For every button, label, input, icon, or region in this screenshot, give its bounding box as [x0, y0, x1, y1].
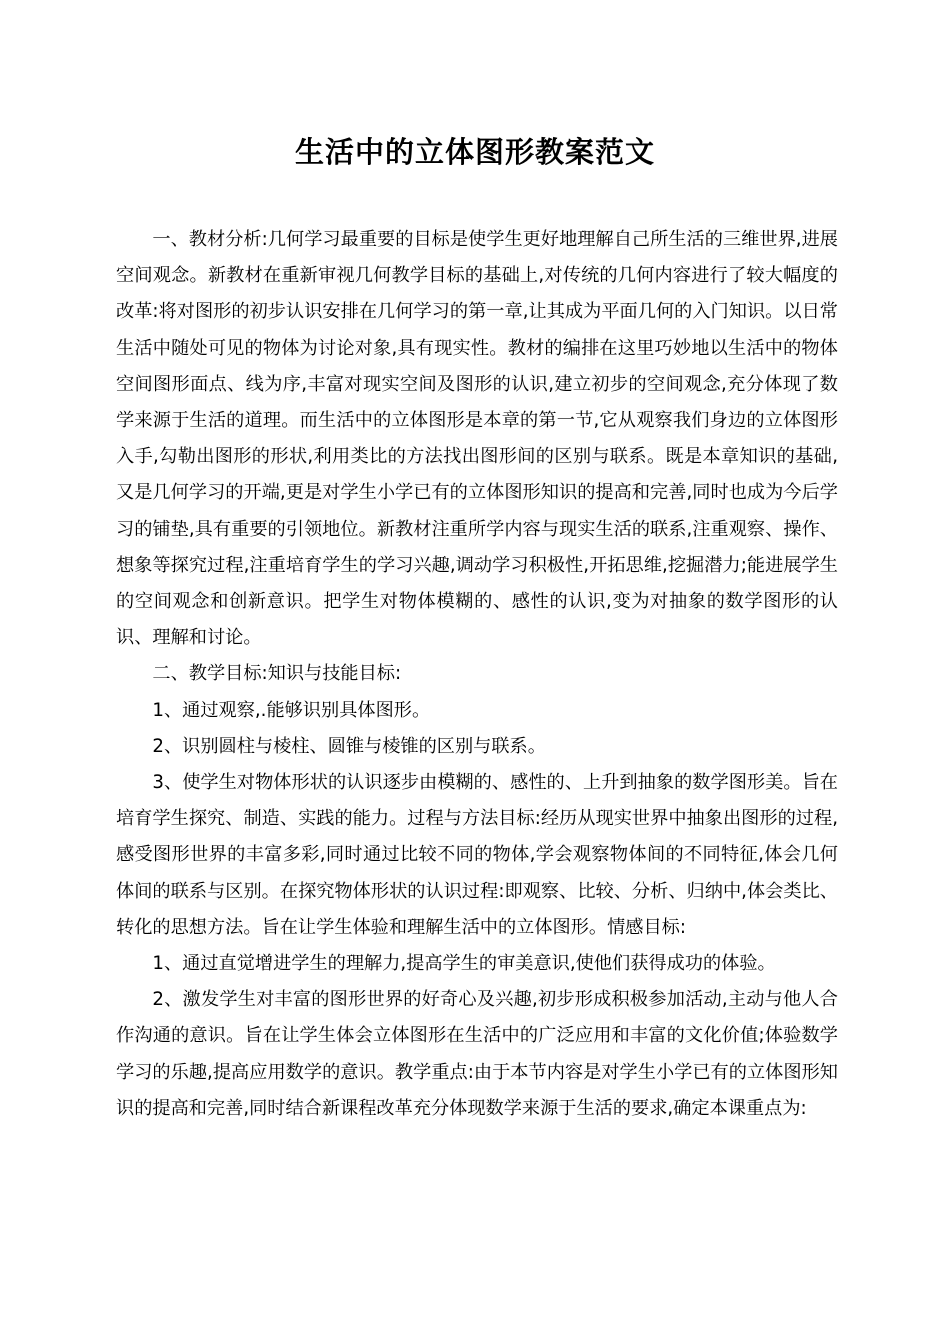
paragraph-emotion-goal-1: 1、通过直觉增进学生的理解力,提高学生的审美意识,使他们获得成功的体验。	[152, 953, 776, 975]
paragraph-objective-3: 3、使学生对物体形状的认识逐步由模糊的、感性的、上升到抽象的数学图形美。旨在培育学生探究、制造、实践的能力。过程与方法目标:经历从现实世界中抽象出图形的过程,感受图形世界的丰富多彩,同时通过比较不同的物体,学会观察物体间的不同特征,体会几何体间的联系与区别。在探究物体形状的认识过程:即观察、比较、分析、归纳中,体会类比、转化的思想方法。旨在让学生体验和理解生活中的立体图形。情感目标:	[116, 772, 838, 938]
paragraph-teaching-objectives: 二、教学目标:知识与技能目标:	[152, 663, 402, 685]
document-body	[116, 222, 838, 1127]
document-title: 生活中的立体图形教案范文	[294, 135, 655, 169]
paragraph-emotion-goal-2: 2、激发学生对丰富的图形世界的好奇心及兴趣,初步形成积极参加活动,主动与他人合作沟通的意识。旨在让学生体会立体图形在生活中的广泛应用和丰富的文化价值;体验数学学习的乐趣,提高应用数学的意识。教学重点:由于本节内容是对学生小学已有的立体图形知识的提高和完善,同时结合新课程改革充分体现数学来源于生活的要求,确定本课重点为:	[116, 989, 838, 1119]
paragraph-objective-2: 2、识别圆柱与棱柱、圆锥与棱锥的区别与联系。	[152, 735, 546, 757]
paragraph-objective-1: 1、通过观察,.能够识别具体图形。	[152, 699, 431, 721]
paragraph-textbook-analysis: 一、教材分析:几何学习最重要的目标是使学生更好地理解自己所生活的三维世界,进展空间观念。新教材在重新审视几何教学目标的基础上,对传统的几何内容进行了较大幅度的改革:将对图形的初步认识安排在几何学习的第一章,让其成为平面几何的入门知识。以日常生活中随处可见的物体为讨论对象,具有现实性。教材的编排在这里巧妙地以生活中的物体空间图形面点、线为序,丰富对现实空间及图形的认识,建立初步的空间观念,充分体现了数学来源于生活的道理。而生活中的立体图形是本章的第一节,它从观察我们身边的立体图形入手,勾勒出图形的形状,利用类比的方法找出图形间的区别与联系。既是本章知识的基础,又是几何学习的开端,更是对学生小学已有的立体图形知识的提高和完善,同时也成为今后学习的铺垫,具有重要的引领地位。新教材注重所学内容与现实生活的联系,注重观察、操作、想象等探究过程,注重培育学生的学习兴趣,调动学习积极性,开拓思维,挖掘潜力;能进展学生的空间观念和创新意识。把学生对物体模糊的、感性的认识,变为对抽象的数学图形的认识、理解和讨论。	[116, 229, 838, 649]
